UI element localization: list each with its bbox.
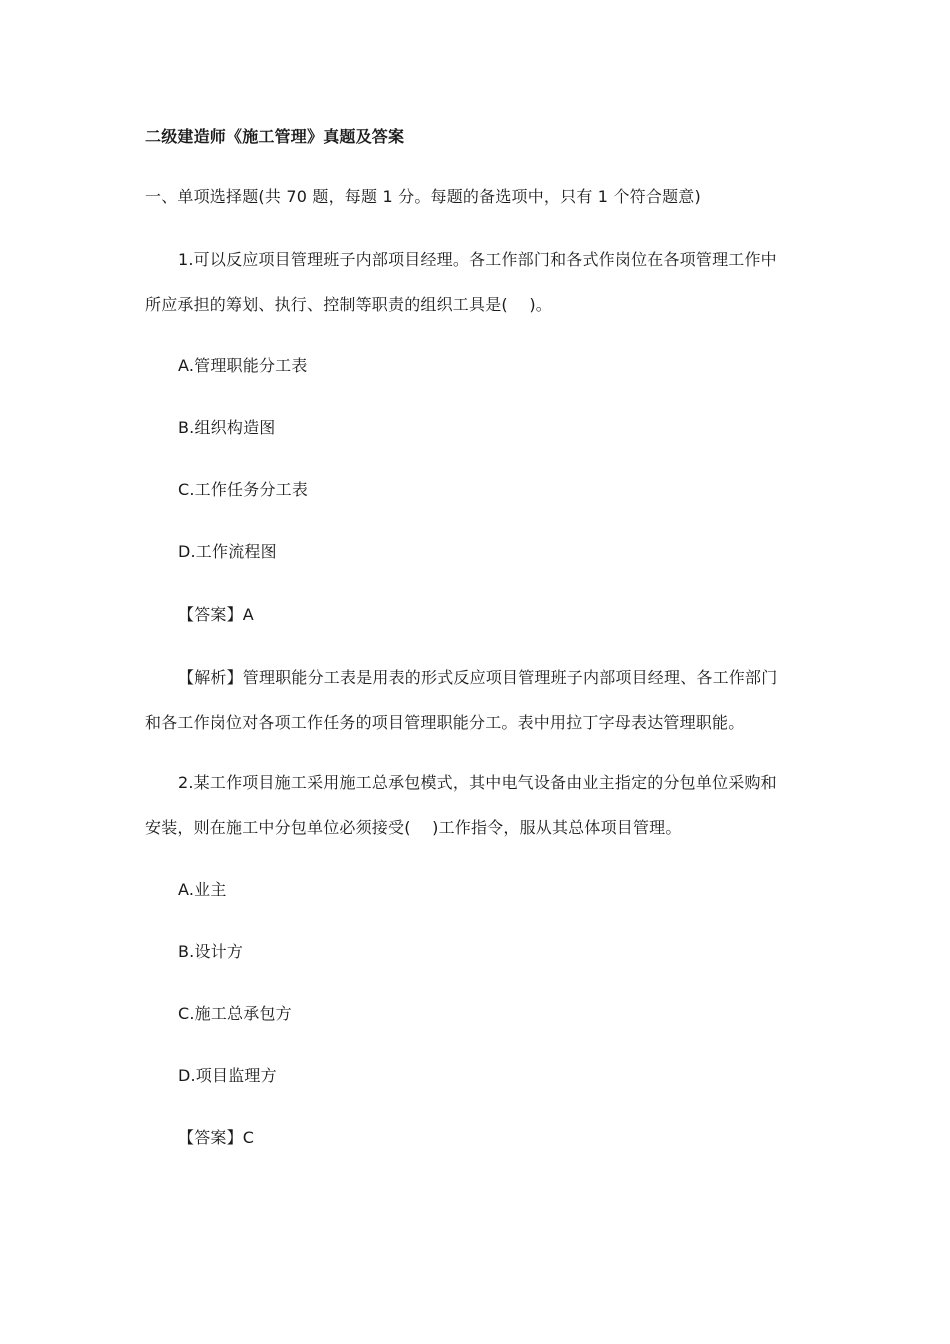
question-1-option-d: D.工作流程图	[178, 542, 277, 561]
question-1-analysis-line-2: 和各工作岗位对各项工作任务的项目管理职能分工。表中用拉丁字母表达管理职能。	[145, 713, 745, 732]
question-2-option-a: A.业主	[178, 880, 227, 899]
document-title: 二级建造师《施工管理》真题及答案	[145, 127, 405, 146]
question-1-option-a: A.管理职能分工表	[178, 356, 308, 375]
question-2-option-c: C.施工总承包方	[178, 1004, 292, 1023]
section-heading: 一、单项选择题(共 70 题，每题 1 分。每题的备选项中，只有 1 个符合题意)	[145, 187, 701, 206]
question-1-stem-line-2: 所应承担的筹划、执行、控制等职责的组织工具是( )。	[145, 295, 552, 314]
question-1-analysis-line-1: 【解析】管理职能分工表是用表的形式反应项目管理班子内部项目经理、各工作部门	[178, 668, 778, 687]
question-2-stem-line-2: 安装，则在施工中分包单位必须接受( )工作指令，服从其总体项目管理。	[145, 818, 682, 837]
question-1-option-c: C.工作任务分工表	[178, 480, 309, 499]
question-2-stem-line-1: 2.某工作项目施工采用施工总承包模式，其中电气设备由业主指定的分包单位采购和	[178, 773, 777, 792]
question-1-stem-line-1: 1.可以反应项目管理班子内部项目经理。各工作部门和各式作岗位在各项管理工作中	[178, 250, 777, 269]
question-1-option-b: B.组织构造图	[178, 418, 276, 437]
question-1-answer: 【答案】A	[178, 605, 254, 624]
question-2-option-d: D.项目监理方	[178, 1066, 277, 1085]
question-2-answer: 【答案】C	[178, 1128, 255, 1147]
question-2-option-b: B.设计方	[178, 942, 244, 961]
